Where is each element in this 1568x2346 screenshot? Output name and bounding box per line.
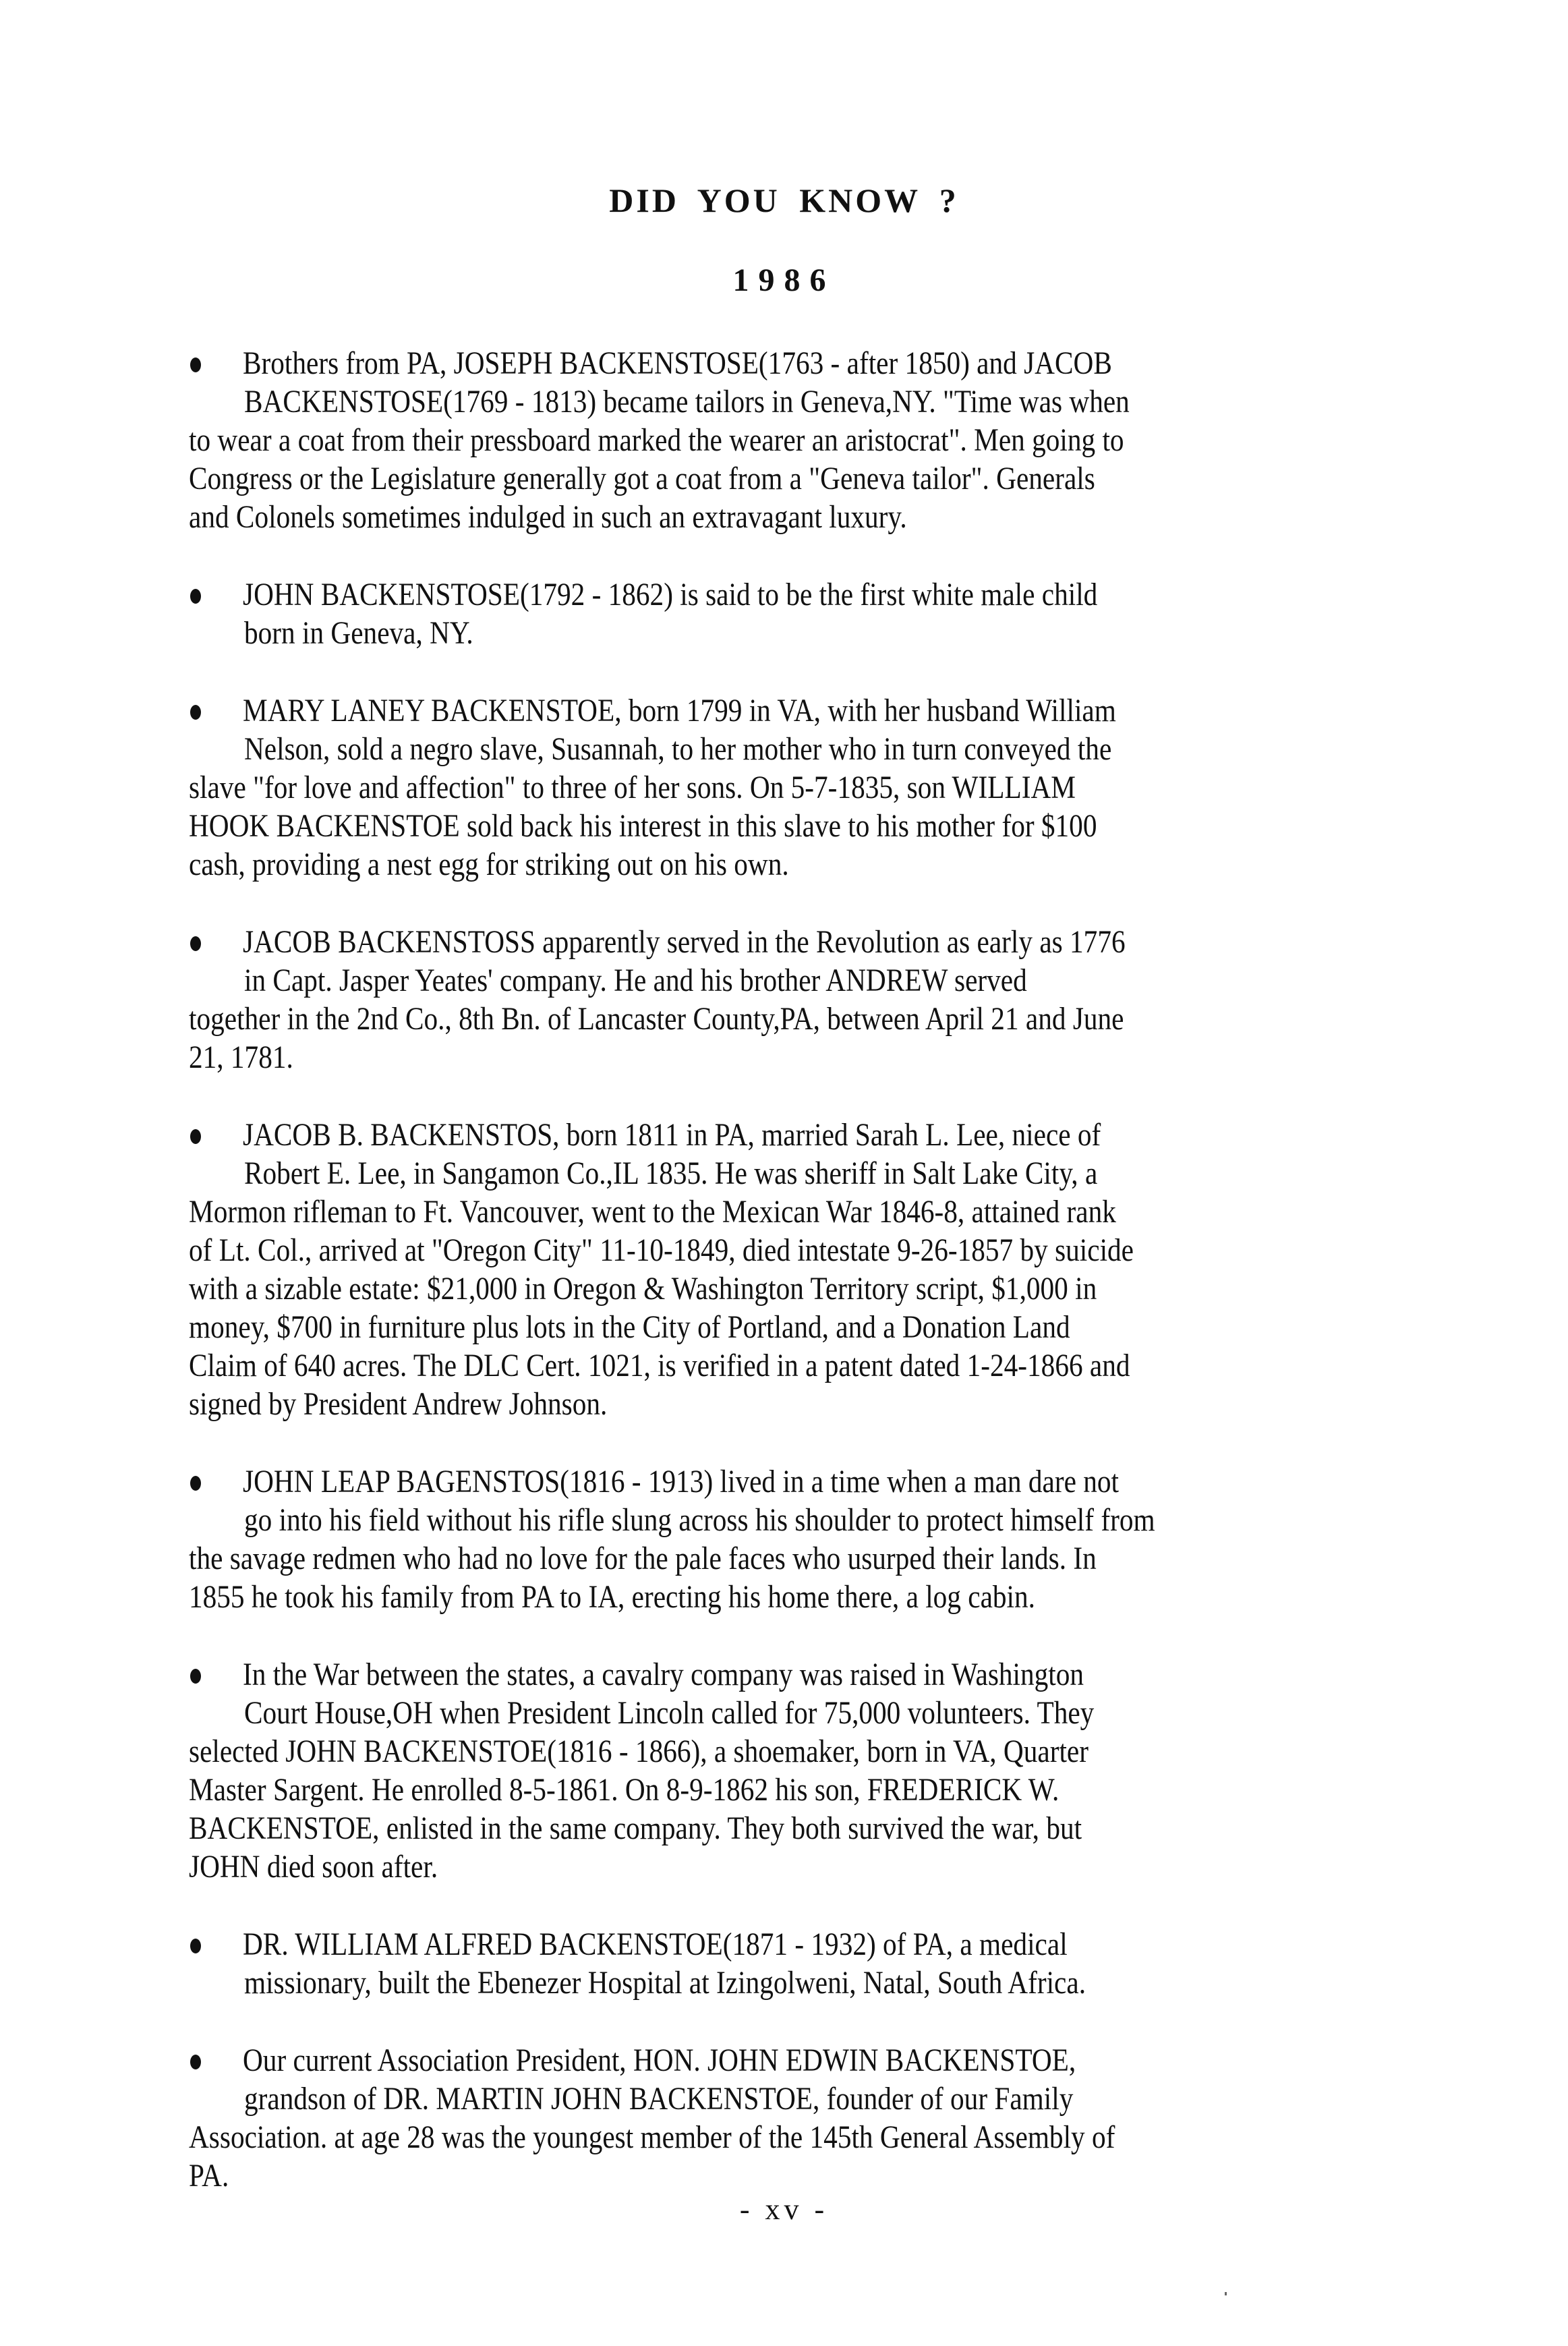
scan-speck xyxy=(1225,2292,1227,2295)
fact-line: Claim of 640 acres. The DLC Cert. 1021, is verified in a patent dated 1-24-1866 and xyxy=(189,1348,1130,1383)
bullet-icon xyxy=(190,1129,201,1144)
fact-line: Master Sargent. He enrolled 8-5-1861. On 8-9-1862 his son, FREDERICK W. xyxy=(189,1772,1059,1808)
page-year: 1986 xyxy=(732,262,836,298)
bullet-icon xyxy=(190,589,201,604)
fact-item xyxy=(189,1655,1389,1886)
fact-line: go into his field without his rifle slung across his shoulder to protect himself from xyxy=(244,1502,1155,1538)
fact-line: JOHN died soon after. xyxy=(189,1849,438,1885)
fact-line: slave "for love and affection" to three of her sons. On 5-7-1835, son WILLIAM xyxy=(189,770,1076,805)
fact-line: HOOK BACKENSTOE sold back his interest in this slave to his mother for $100 xyxy=(189,808,1097,844)
bullet-icon xyxy=(190,705,201,720)
fact-line: Brothers from PA, JOSEPH BACKENSTOSE(1763 - after 1850) and JACOB xyxy=(243,345,1112,381)
fact-line: Our current Association President, HON. JOHN EDWIN BACKENSTOE, xyxy=(243,2042,1076,2078)
fact-line: JOHN BACKENSTOSE(1792 - 1862) is said to be the first white male child xyxy=(243,577,1098,612)
page-title: DID YOU KNOW ? xyxy=(609,181,959,219)
bullet-icon xyxy=(190,1476,201,1491)
fact-line: and Colonels sometimes indulged in such an extravagant luxury. xyxy=(189,499,907,535)
fact-line: the savage redmen who had no love for the pale faces who usurped their lands. In xyxy=(189,1541,1097,1576)
fact-item xyxy=(189,1116,1389,1423)
fact-line: signed by President Andrew Johnson. xyxy=(189,1386,608,1422)
fact-line: Robert E. Lee, in Sangamon Co.,IL 1835. He was sheriff in Salt Lake City, a xyxy=(244,1155,1098,1191)
fact-line: In the War between the states, a cavalry company was raised in Washington xyxy=(243,1657,1084,1692)
fact-line: money, $700 in furniture plus lots in the City of Portland, and a Donation Land xyxy=(189,1309,1070,1345)
fact-item xyxy=(189,691,1389,884)
fact-line: 21, 1781. xyxy=(189,1039,293,1075)
fact-item xyxy=(189,344,1389,536)
fact-line: PA. xyxy=(189,2158,229,2194)
fact-line: Association. at age 28 was the youngest member of the 145th General Assembly of xyxy=(189,2119,1115,2155)
facts-list xyxy=(189,344,1389,2234)
fact-line: with a sizable estate: $21,000 in Oregon & Washington Territory script, $1,000 in xyxy=(189,1271,1097,1307)
fact-line: together in the 2nd Co., 8th Bn. of Lancaster County,PA, between April 21 and June xyxy=(189,1001,1124,1037)
fact-line: to wear a coat from their pressboard marked the wearer an aristocrat". Men going to xyxy=(189,422,1124,458)
fact-line: JOHN LEAP BAGENSTOS(1816 - 1913) lived in a time when a man dare not xyxy=(243,1464,1119,1499)
fact-line: grandson of DR. MARTIN JOHN BACKENSTOE, founder of our Family xyxy=(244,2081,1074,2117)
fact-line: born in Geneva, NY. xyxy=(244,615,473,651)
fact-line: DR. WILLIAM ALFRED BACKENSTOE(1871 - 1932) of PA, a medical xyxy=(243,1926,1068,1962)
fact-line: BACKENSTOE, enlisted in the same company. They both survived the war, but xyxy=(189,1810,1082,1846)
page-number: - xv - xyxy=(739,2193,829,2226)
fact-line: JACOB B. BACKENSTOS, born 1811 in PA, married Sarah L. Lee, niece of xyxy=(243,1117,1101,1153)
fact-item xyxy=(189,575,1389,652)
bullet-icon xyxy=(190,357,201,372)
fact-line: selected JOHN BACKENSTOE(1816 - 1866), a shoemaker, born in VA, Quarter xyxy=(189,1734,1088,1769)
bullet-icon xyxy=(190,1669,201,1684)
fact-line: 1855 he took his family from PA to IA, erecting his home there, a log cabin. xyxy=(189,1579,1035,1615)
fact-line: Mormon rifleman to Ft. Vancouver, went to the Mexican War 1846-8, attained rank xyxy=(189,1194,1116,1230)
fact-line: missionary, built the Ebenezer Hospital at Izingolweni, Natal, South Africa. xyxy=(244,1965,1086,2001)
bullet-icon xyxy=(190,936,201,951)
fact-line: Congress or the Legislature generally got a coat from a "Geneva tailor". Generals xyxy=(189,461,1095,496)
fact-line: Nelson, sold a negro slave, Susannah, to her mother who in turn conveyed the xyxy=(244,731,1112,767)
fact-line: Court House,OH when President Lincoln called for 75,000 volunteers. They xyxy=(244,1695,1095,1731)
fact-item xyxy=(189,1462,1389,1616)
fact-item xyxy=(189,1925,1389,2002)
fact-line: MARY LANEY BACKENSTOE, born 1799 in VA, with her husband William xyxy=(243,693,1116,728)
fact-item xyxy=(189,923,1389,1077)
fact-line: JACOB BACKENSTOSS apparently served in the Revolution as early as 1776 xyxy=(243,924,1126,960)
fact-item xyxy=(189,2041,1389,2195)
fact-line: cash, providing a nest egg for striking out on his own. xyxy=(189,847,789,882)
fact-line: in Capt. Jasper Yeates' company. He and his brother ANDREW served xyxy=(244,963,1027,998)
fact-line: BACKENSTOSE(1769 - 1813) became tailors in Geneva,NY. "Time was when xyxy=(244,384,1130,420)
bullet-icon xyxy=(190,2055,201,2069)
bullet-icon xyxy=(190,1939,201,1953)
fact-line: of Lt. Col., arrived at "Oregon City" 11-10-1849, died intestate 9-26-1857 by suicide xyxy=(189,1232,1134,1268)
